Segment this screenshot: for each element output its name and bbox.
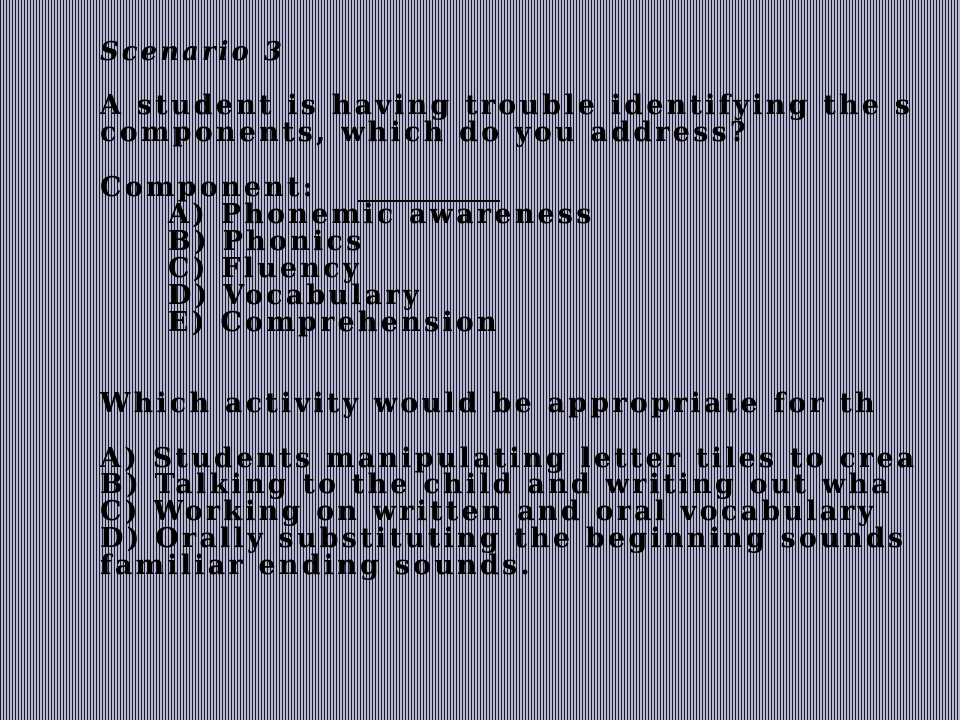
component-option-c: C) Fluency (168, 253, 362, 284)
component-option-d: D) Vocabulary (168, 280, 422, 311)
component-option-a: A) Phonemic awareness (168, 199, 595, 230)
question-line-1: A student is having trouble identifying the s (100, 90, 914, 121)
component-option-b: B) Phonics (168, 226, 365, 257)
activity-answer-b: B) Talking to the child and writing out wha (100, 469, 892, 500)
question-line-2: components, which do you address? (100, 117, 749, 148)
activity-question: Which activity would be appropriate for th (100, 388, 878, 419)
component-label: Component: (100, 172, 316, 203)
activity-answer-d-continued: familiar ending sounds. (100, 550, 533, 581)
scenario-title: Scenario 3 (100, 37, 285, 67)
activity-answer-d: D) Orally substituting the beginning sounds (100, 523, 907, 554)
activity-answer-a: A) Students manipulating letter tiles to crea (100, 443, 918, 474)
activity-answer-c: C) Working on written and oral vocabulary (100, 496, 877, 527)
component-option-e: E) Comprehension (168, 307, 500, 338)
